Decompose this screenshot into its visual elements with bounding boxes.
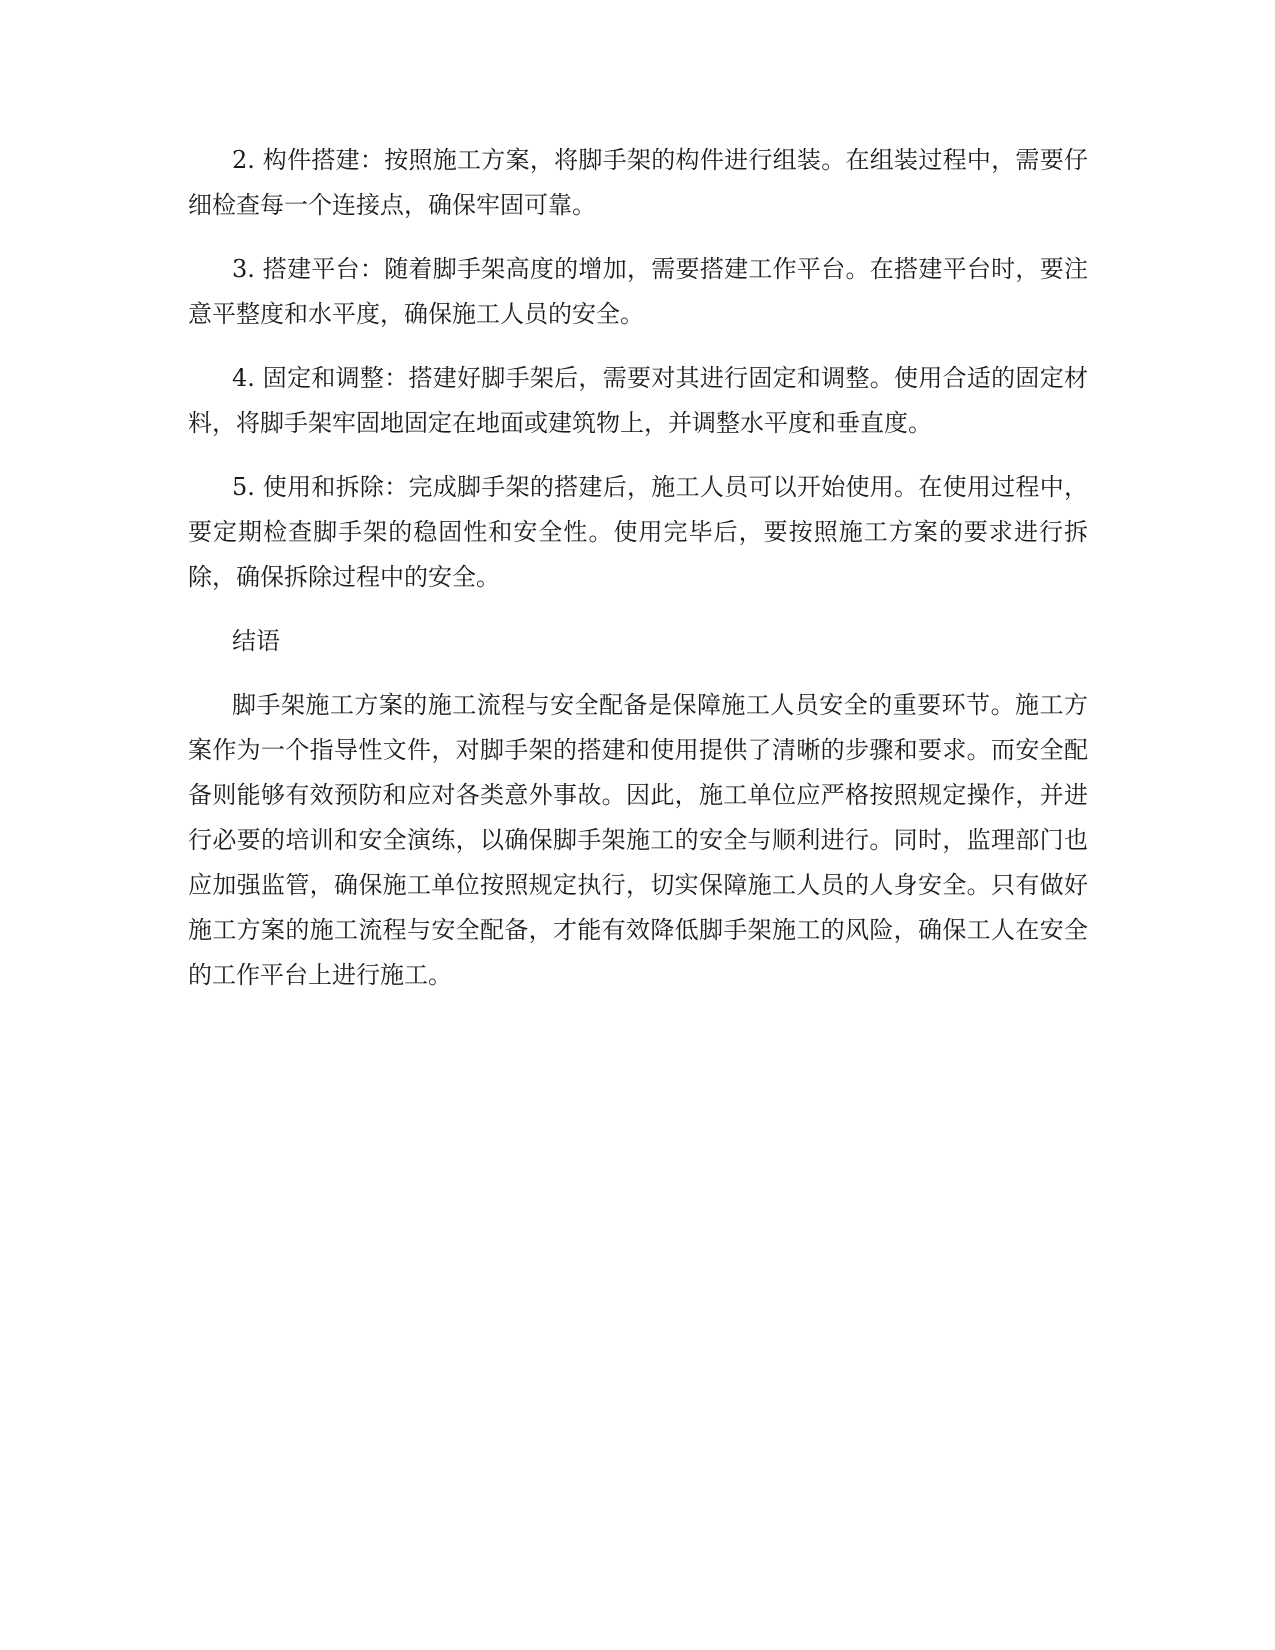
step-2-paragraph: 2. 构件搭建：按照施工方案，将脚手架的构件进行组装。在组装过程中，需要仔细检查每一个连接点，确保牢固可靠。 xyxy=(188,146,1088,219)
conclusion-heading: 结语 xyxy=(232,627,280,655)
step-5-paragraph: 5. 使用和拆除：完成脚手架的搭建后，施工人员可以开始使用。在使用过程中，要定期检查脚手架的稳固性和安全性。使用完毕后，要按照施工方案的要求进行拆除，确保拆除过程中的安全。 xyxy=(188,473,1088,591)
step-4-paragraph: 4. 固定和调整：搭建好脚手架后，需要对其进行固定和调整。使用合适的固定材料，将脚手架牢固地固定在地面或建筑物上，并调整水平度和垂直度。 xyxy=(188,364,1088,437)
conclusion-paragraph: 脚手架施工方案的施工流程与安全配备是保障施工人员安全的重要环节。施工方案作为一个指导性文件，对脚手架的搭建和使用提供了清晰的步骤和要求。而安全配备则能够有效预防和应对各类意外事故。因此，施工单位应严格按照规定操作，并进行必要的培训和安全演练，以确保脚手架施工的安全与顺利进行。同时，监理部门也应加强监管，确保施工单位按照规定执行，切实保障施工人员的人身安全。只有做好施工方案的施工流程与安全配备，才能有效降低脚手架施工的风险，确保工人在安全的工作平台上进行施工。 xyxy=(188,691,1088,989)
body-text xyxy=(188,138,1088,1017)
step-3-paragraph: 3. 搭建平台：随着脚手架高度的增加，需要搭建工作平台。在搭建平台时，要注意平整度和水平度，确保施工人员的安全。 xyxy=(188,255,1088,328)
